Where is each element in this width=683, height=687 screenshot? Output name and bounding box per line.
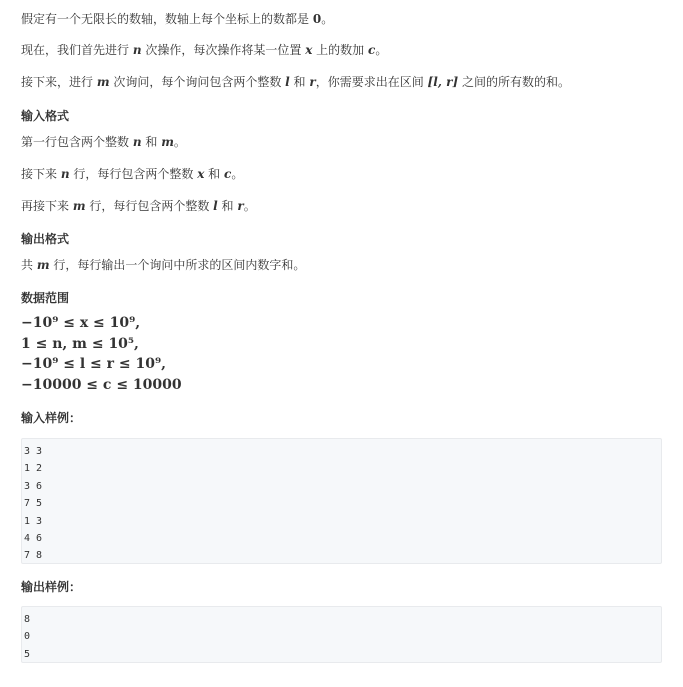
code-line: 7 5 — [24, 498, 43, 510]
text: 。 — [321, 12, 334, 26]
code-line: 3 6 — [24, 480, 43, 492]
math-interval: [l, r] — [427, 75, 459, 89]
output-sample-code — [21, 606, 662, 663]
input-format-heading: 输入格式 — [21, 109, 70, 123]
code-line: 3 3 — [24, 446, 43, 457]
range-line-3: −10⁹ ≤ l ≤ r ≤ 10⁹, — [21, 356, 166, 372]
code-line: 7 8 — [24, 550, 43, 562]
text: 第一行包含两个整数 — [21, 135, 133, 149]
output-format-heading: 输出格式 — [21, 232, 70, 246]
text: 和 — [289, 75, 310, 89]
math-x: x — [305, 43, 313, 57]
text: 。 — [231, 167, 244, 181]
math-n: n — [60, 167, 70, 181]
range-line-4: −10000 ≤ c ≤ 10000 — [21, 377, 182, 393]
code-line: 5 — [24, 648, 31, 660]
range-line-2: 1 ≤ n, m ≤ 10⁵, — [21, 336, 139, 352]
code-line: 8 — [24, 614, 31, 625]
text: 和 — [141, 135, 162, 149]
range-line-1: −10⁹ ≤ x ≤ 10⁹, — [21, 315, 141, 331]
code-line: 0 — [24, 631, 31, 643]
text: 行，每行包含两个整数 — [69, 167, 198, 181]
text: 共 — [21, 258, 37, 272]
text: 再接下来 — [21, 199, 73, 213]
math-m: m — [36, 258, 50, 272]
code-line: 1 2 — [24, 463, 43, 475]
math-n: n — [132, 135, 142, 149]
text: 次询问，每个询问包含两个整数 — [109, 75, 286, 89]
description-line-2 — [21, 41, 387, 59]
text: 次操作，每次操作将某一位置 — [141, 43, 306, 57]
code-line: 4 6 — [24, 532, 43, 544]
input-sample-heading: 输入样例： — [21, 411, 82, 425]
text: 。 — [173, 135, 186, 149]
output-format-line-1 — [21, 256, 305, 274]
text: 。 — [375, 43, 388, 57]
input-format-line-2 — [21, 165, 243, 183]
text: 。 — [243, 199, 256, 213]
math-l: l — [213, 199, 218, 213]
math-zero: 0 — [312, 12, 322, 26]
text: 现在，我们首先进行 — [21, 43, 133, 57]
math-l: l — [285, 75, 290, 89]
text: ，你需要求出在区间 — [315, 75, 428, 89]
input-format-line-3 — [21, 197, 256, 215]
math-c: c — [224, 167, 232, 181]
text: 行，每行包含两个整数 — [85, 199, 214, 213]
text: 和 — [204, 167, 224, 181]
math-m: m — [161, 135, 174, 149]
text: 行，每行输出一个询问中所求的区间内数字和。 — [49, 258, 306, 272]
data-range-heading: 数据范围 — [21, 291, 70, 305]
description-line-1 — [21, 10, 333, 28]
math-x: x — [197, 167, 205, 181]
text: 接下来，进行 — [21, 75, 97, 89]
text: 假定有一个无限长的数轴，数轴上每个坐标上的数都是 — [21, 12, 313, 26]
math-r: r — [309, 75, 316, 89]
math-m: m — [96, 75, 110, 89]
math-r: r — [237, 199, 244, 213]
output-sample-heading: 输出样例： — [21, 580, 82, 594]
code-line: 1 3 — [24, 515, 43, 527]
text: 接下来 — [21, 167, 61, 181]
text: 上的数加 — [312, 43, 368, 57]
input-format-line-1 — [21, 133, 186, 151]
description-line-3 — [21, 73, 570, 91]
text: 之间的所有数的和。 — [458, 75, 570, 89]
math-n: n — [132, 43, 142, 57]
input-sample-code — [21, 438, 662, 564]
text: 和 — [217, 199, 238, 213]
math-c: c — [368, 43, 376, 57]
math-m: m — [72, 199, 86, 213]
